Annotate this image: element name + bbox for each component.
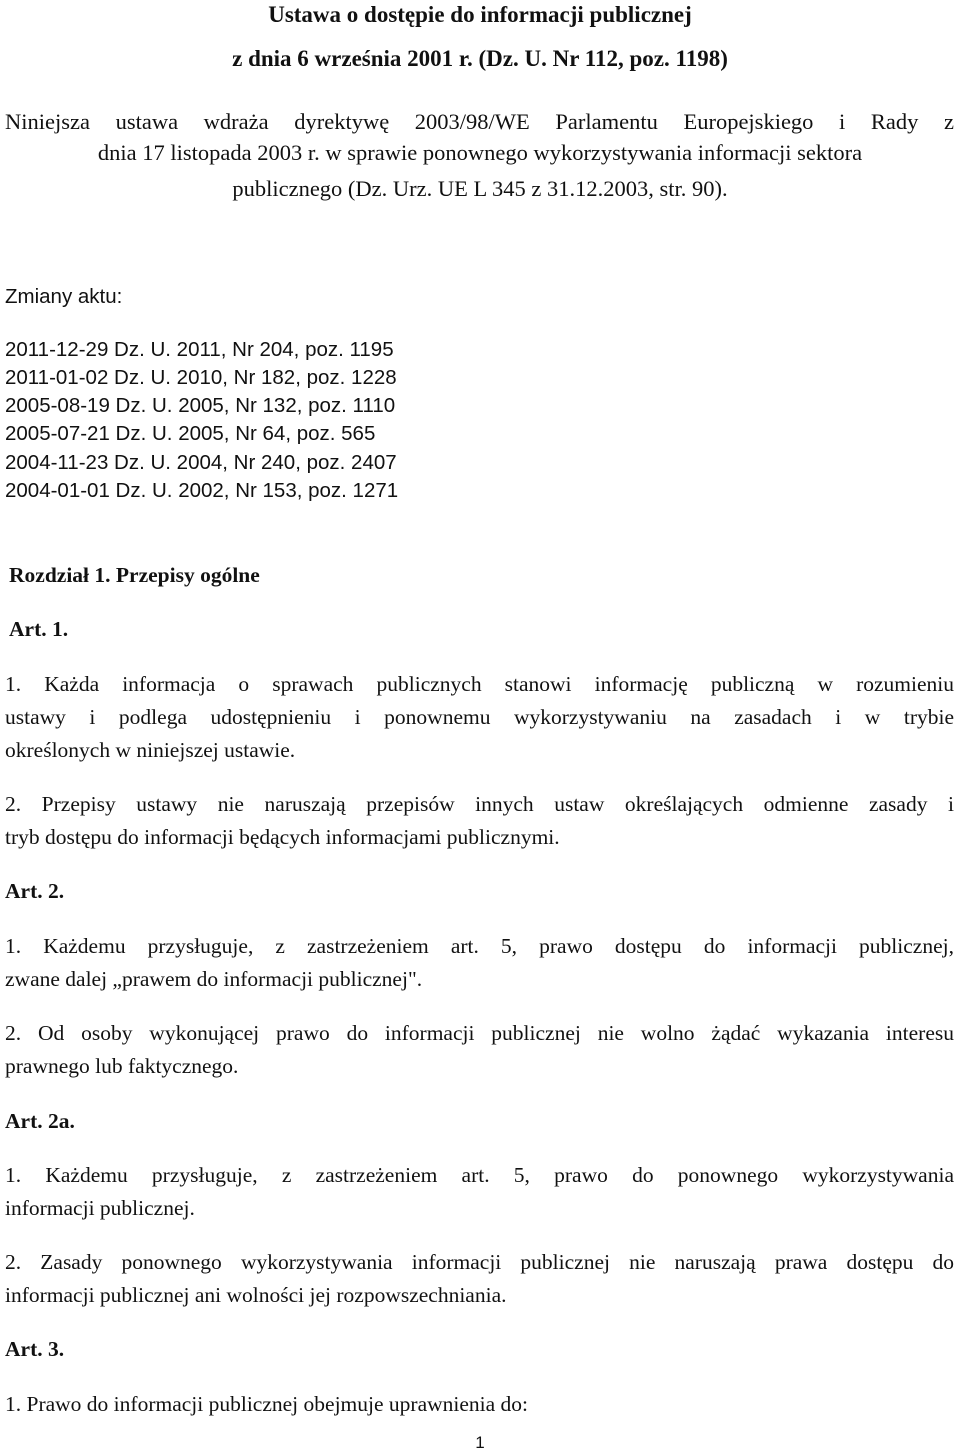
art2-para1-line2: zwane dalej „prawem do informacji publicznej". <box>5 967 423 991</box>
article-heading: Art. 1. <box>9 617 69 641</box>
art1-para1-line2: ustawy i podlega udostępnieniu i ponownemu wykorzystywaniu na zasadach i w trybie <box>5 705 954 729</box>
article-heading: Art. 3. <box>5 1337 65 1361</box>
directive-line-2: dnia 17 listopada 2003 r. w sprawie ponownego wykorzystywania informacji sektora <box>97 140 863 165</box>
amendment-item: 2011-01-02 Dz. U. 2010, Nr 182, poz. 1228 <box>5 366 397 389</box>
art2a-para1-line1: 1. Każdemu przysługuje, z zastrzeżeniem art. 5, prawo do ponownego wykorzystywania <box>5 1163 954 1187</box>
article-heading: Art. 2. <box>5 879 65 903</box>
art2a-para2-line1: 2. Zasady ponownego wykorzystywania informacji publicznej nie naruszają prawa dostępu do <box>5 1250 954 1274</box>
amendment-item: 2011-12-29 Dz. U. 2011, Nr 204, poz. 1195 <box>5 338 394 361</box>
amendment-item: 2005-08-19 Dz. U. 2005, Nr 132, poz. 1110 <box>5 394 396 417</box>
article-heading: Art. 2a. <box>5 1109 75 1133</box>
amendments-label: Zmiany aktu: <box>5 285 123 308</box>
art1-para1-line1: 1. Każda informacja o sprawach publicznych stanowi informację publiczną w rozumieniu <box>5 672 954 696</box>
art3-para1-line1: 1. Prawo do informacji publicznej obejmuje uprawnienia do: <box>5 1392 529 1416</box>
chapter-heading: Rozdział 1. Przepisy ogólne <box>9 563 260 587</box>
art1-para1-line3: określonych w niniejszej ustawie. <box>5 738 296 762</box>
art1-para2-line1: 2. Przepisy ustawy nie naruszają przepisów innych ustaw określających odmienne zasady i <box>5 792 954 816</box>
amendment-item: 2004-01-01 Dz. U. 2002, Nr 153, poz. 1271 <box>5 479 399 502</box>
art2-para2-line2: prawnego lub faktycznego. <box>5 1054 239 1078</box>
amendment-item: 2004-11-23 Dz. U. 2004, Nr 240, poz. 2407 <box>5 451 397 474</box>
art2-para1-line1: 1. Każdemu przysługuje, z zastrzeżeniem art. 5, prawo dostępu do informacji publicznej, <box>5 934 954 958</box>
page-number: 1 <box>475 1433 485 1452</box>
act-title: Ustawa o dostępie do informacji publicznej <box>268 2 692 27</box>
art1-para2-line2: tryb dostępu do informacji będących informacjami publicznymi. <box>5 825 560 849</box>
amendment-item: 2005-07-21 Dz. U. 2005, Nr 64, poz. 565 <box>5 422 376 445</box>
art2a-para1-line2: informacji publicznej. <box>5 1196 195 1220</box>
act-date-reference: z dnia 6 września 2001 r. (Dz. U. Nr 112, poz. 1198) <box>232 46 728 71</box>
directive-line-1: Niniejsza ustawa wdraża dyrektywę 2003/98/WE Parlamentu Europejskiego i Rady z <box>5 109 954 134</box>
art2a-para2-line2: informacji publicznej ani wolności jej rozpowszechniania. <box>5 1283 507 1307</box>
art2-para2-line1: 2. Od osoby wykonującej prawo do informacji publicznej nie wolno żądać wykazania interesu <box>5 1021 954 1045</box>
directive-line-3: publicznego (Dz. Urz. UE L 345 z 31.12.2003, str. 90). <box>232 176 728 201</box>
